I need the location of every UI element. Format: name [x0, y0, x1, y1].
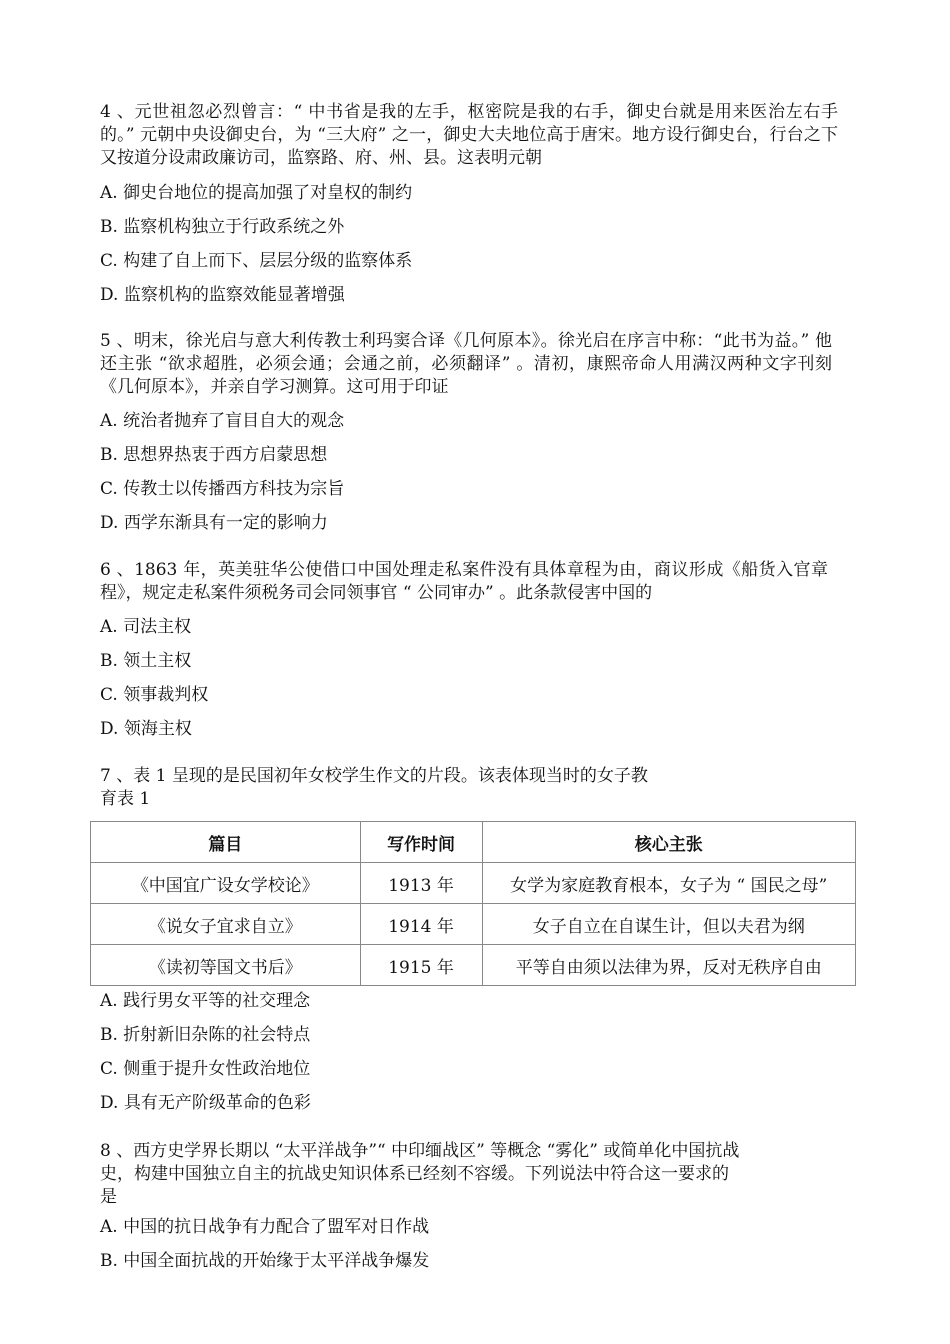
question-7-option-d: D. 具有无产阶级革命的色彩: [100, 1093, 311, 1113]
question-4-option-b: B. 监察机构独立于行政系统之外: [100, 217, 345, 237]
cell-date: 1914 年: [360, 904, 482, 945]
question-8-stem-line-2: 史，构建中国独立自主的抗战史知识体系已经刻不容缓。下列说法中符合这一要求的: [100, 1164, 729, 1184]
question-6-option-d: D. 领海主权: [100, 719, 192, 739]
cell-claim: 女子自立在自谋生计，但以夫君为纲: [482, 904, 856, 945]
question-7-stem: 7 、表 1 呈现的是民国初年女校学生作文的片段。该表体现当时的女子教: [100, 766, 648, 786]
header-claim: 核心主张: [482, 822, 856, 863]
essay-table: [90, 821, 856, 986]
question-5-option-c: C. 传教士以传播西方科技为宗旨: [100, 479, 345, 499]
cell-title: 《读初等国文书后》: [91, 945, 361, 986]
cell-title: 《说女子宜求自立》: [91, 904, 361, 945]
question-5-stem: 5 、明末，徐光启与意大利传教士利玛窦合译《几何原本》。徐光启在序言中称：“此书为益。” 他还主张 “欲求超胜，必须会通；会通之前，必须翻译” 。清初，康熙帝命人用满汉两种文字刊刻《几何原本》，并亲自学习测算。这可用于印证: [100, 331, 832, 397]
cell-claim: 平等自由须以法律为界，反对无秩序自由: [482, 945, 856, 986]
header-date: 写作时间: [360, 822, 482, 863]
question-5-option-a: A. 统治者抛弃了盲目自大的观念: [100, 411, 345, 431]
question-7-option-b: B. 折射新旧杂陈的社会特点: [100, 1025, 311, 1045]
question-6-option-b: B. 领土主权: [100, 651, 192, 671]
table-caption: 育表 1: [100, 789, 151, 809]
table-header-row: [91, 822, 856, 863]
table-row: [91, 904, 856, 945]
question-4-option-a: A. 御史台地位的提高加强了对皇权的制约: [100, 183, 413, 203]
question-8-stem-line-3: 是: [100, 1187, 117, 1207]
question-5-option-d: D. 西学东渐具有一定的影响力: [100, 513, 328, 533]
question-6-stem: 6 、1863 年，英美驻华公使借口中国处理走私案件没有具体章程为由，商议形成《船货入官章程》，规定走私案件须税务司会同领事官 “ 公同审办” 。此条款侵害中国的: [100, 560, 828, 603]
question-4-option-d: D. 监察机构的监察效能显著增强: [100, 285, 345, 305]
question-6-option-a: A. 司法主权: [100, 617, 192, 637]
question-8-option-b: B. 中国全面抗战的开始缘于太平洋战争爆发: [100, 1251, 430, 1271]
table-row: [91, 945, 856, 986]
question-4-option-c: C. 构建了自上而下、层层分级的监察体系: [100, 251, 413, 271]
question-4-stem: 4 、元世祖忽必烈曾言：“ 中书省是我的左手，枢密院是我的右手，御史台就是用来医治左右手的。” 元朝中央设御史台，为 “三大府” 之一，御史大夫地位高于唐宋。地方设行御史台，行台之下又按道分设肃政廉访司，监察路、府、州、县。这表明元朝: [100, 102, 838, 168]
cell-claim: 女学为家庭教育根本，女子为 “ 国民之母”: [482, 863, 856, 904]
question-6-option-c: C. 领事裁判权: [100, 685, 209, 705]
question-5-option-b: B. 思想界热衷于西方启蒙思想: [100, 445, 328, 465]
question-8-stem-line-1: 8 、西方史学界长期以 “太平洋战争”“ 中印缅战区” 等概念 “雾化” 或简单化中国抗战: [100, 1141, 740, 1161]
question-8-option-a: A. 中国的抗日战争有力配合了盟军对日作战: [100, 1217, 430, 1237]
table-row: [91, 863, 856, 904]
header-title: 篇目: [91, 822, 361, 863]
cell-date: 1913 年: [360, 863, 482, 904]
question-7-option-a: A. 践行男女平等的社交理念: [100, 991, 311, 1011]
cell-title: 《中国宜广设女学校论》: [91, 863, 361, 904]
cell-date: 1915 年: [360, 945, 482, 986]
question-7-option-c: C. 侧重于提升女性政治地位: [100, 1059, 311, 1079]
